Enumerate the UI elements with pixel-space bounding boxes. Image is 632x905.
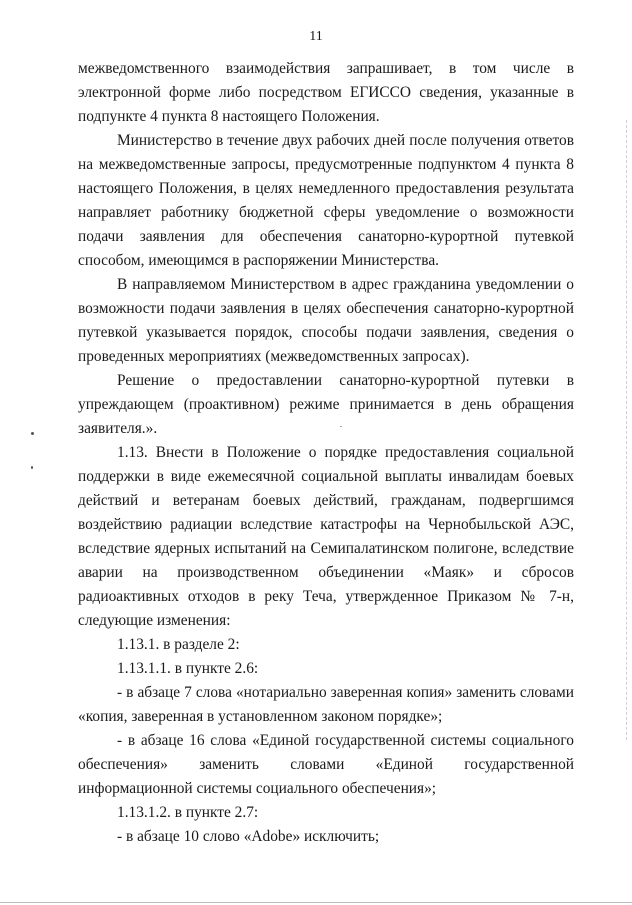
scan-speck	[31, 466, 33, 469]
scan-edge-shadow	[626, 120, 627, 740]
scan-speck	[31, 432, 34, 435]
paragraph-item-1-13-1: 1.13.1. в разделе 2:	[117, 636, 240, 653]
paragraph-continuation: межведомственного взаимодействия запрашивает, в том числе в электронной форме либо посредством ЕГИССО сведения, указанные в подпункте 4 пункта 8 настоящего Положения.	[78, 60, 574, 125]
page-number: 11	[309, 29, 323, 44]
paragraph-notification-contents: В направляемом Министерством в адрес гражданина уведомлении о возможности подачи заявления в целях обеспечения санаторно-курортной путевкой указывается порядок, способы подачи заявления, сведения о проведенных мероприятиях (межведомственных запросах).	[78, 276, 574, 365]
paragraph-abzac-16: - в абзаце 16 слова «Единой государственной системы социального обеспечения» заменить словами «Единой государственной информационной системы социального обеспечения»;	[78, 732, 574, 797]
paragraph-proactive-decision: Решение о предоставлении санаторно-курортной путевки в упреждающем (проактивном) режиме принимается в день обращения заявителя.».	[78, 372, 574, 437]
paragraph-abzac-10: - в абзаце 10 слово «Adobe» исключить;	[117, 828, 380, 845]
scan-bottom-edge	[0, 902, 632, 903]
paragraph-item-1-13-1-1: 1.13.1.1. в пункте 2.6:	[117, 660, 259, 677]
paragraph-abzac-7: - в абзаце 7 слова «нотариально заверенная копия» заменить словами «копия, заверенная в установленном законом порядке»;	[78, 684, 574, 725]
scan-speck	[340, 426, 342, 427]
paragraph-item-1-13-1-2: 1.13.1.2. в пункте 2.7:	[117, 804, 259, 821]
paragraph-ministry-notification: Министерство в течение двух рабочих дней после получения ответов на межведомственные запросы, предусмотренные подпунктом 4 пункта 8 настоящего Положения, в целях немедленного предоставления результата направляет работнику бюджетной сферы уведомление о возможности подачи заявления для обеспечения санаторно-курортной путевкой способом, имеющимся в распоряжении Министерства.	[78, 132, 574, 269]
paragraph-item-1-13: 1.13. Внести в Положение о порядке предоставления социальной поддержки в виде ежемесячной социальной выплаты инвалидам боевых действий и ветеранам боевых действий, гражданам, подвергшимся воздействию радиации вследствие катастрофы на Чернобыльской АЭС, вследствие ядерных испытаний на Семипалатинском полигоне, вследствие аварии на производственном объединении «Маяк» и сбросов радиоактивных отходов в реку Теча, утвержденное Приказом № 7-н, следующие изменения:	[78, 444, 574, 629]
document-body	[78, 57, 574, 849]
